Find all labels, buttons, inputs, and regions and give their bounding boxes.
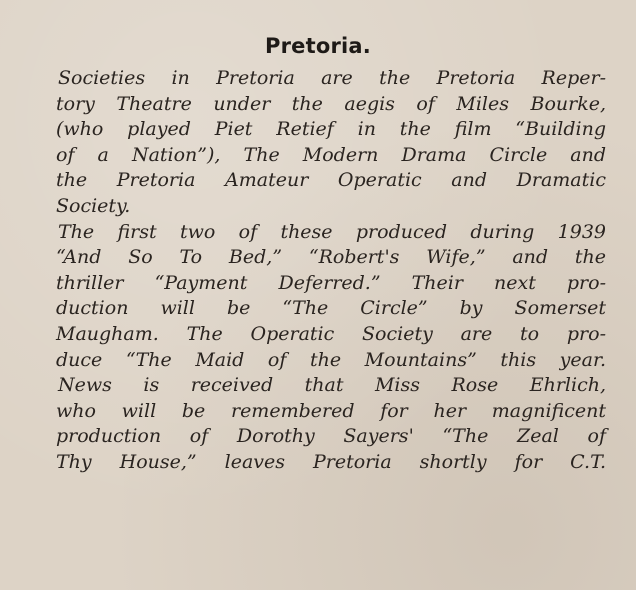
text-line: of a Nation”), The Modern Drama Circle and [56, 143, 606, 166]
text-line: who will be remembered for her magnificent [56, 399, 606, 422]
paragraph-societies [58, 66, 606, 220]
text-line: Society. [56, 194, 131, 217]
text-line: “And So To Bed,” “Robert's Wife,” and the [56, 246, 606, 269]
section-heading: Pretoria. [265, 34, 371, 58]
text-line: Societies in Pretoria are the Pretoria Reper- [58, 67, 606, 89]
article-body [58, 66, 606, 476]
text-line: The first two of these produced during 1939 [58, 220, 606, 243]
text-line: News is received that Miss Rose Ehrlich, [58, 374, 606, 397]
text-line: tory Theatre under the aegis of Miles Bourke, [56, 92, 606, 115]
text-line: (who played Piet Retief in the film “Building [56, 118, 606, 141]
text-line: thriller “Payment Deferred.” Their next pro- [56, 271, 606, 294]
text-line: the Pretoria Amateur Operatic and Dramatic [56, 169, 606, 192]
text-line: Thy House,” leaves Pretoria shortly for C.T. [56, 450, 606, 473]
paragraph-news [58, 373, 606, 475]
text-line: production of Dorothy Sayers' “The Zeal of [56, 425, 606, 448]
text-line: Maugham. The Operatic Society are to pro- [56, 322, 606, 345]
paragraph-productions [58, 220, 606, 374]
text-line: duction will be “The Circle” by Somerset [56, 297, 606, 320]
text-line: duce “The Maid of the Mountains” this year. [56, 348, 606, 371]
